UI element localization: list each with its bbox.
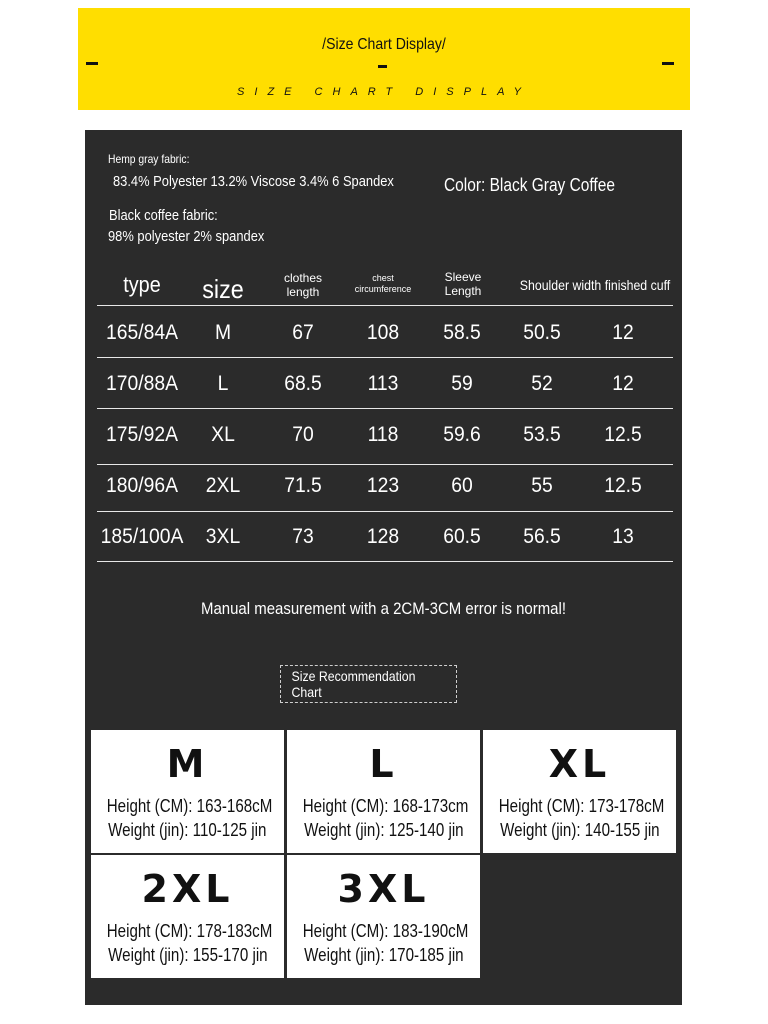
header-clothes-length-line1: clothes	[283, 271, 323, 285]
card-height-text: Height (CM): 178-183cM	[106, 921, 273, 941]
cell-chest: 123	[366, 474, 400, 497]
table-row-divider	[97, 357, 673, 358]
header-sleeve-length	[423, 270, 503, 299]
card-weight	[287, 945, 480, 966]
cell-sleeve-length: 60.5	[443, 525, 481, 548]
cell-type: 180/96A	[106, 474, 178, 497]
cell-cuff: 12.5	[604, 423, 642, 446]
cell-shoulder-width: 50.5	[523, 321, 561, 344]
banner-dash-right	[662, 62, 674, 65]
table-row-divider	[97, 511, 673, 512]
cell-cuff: 12	[612, 321, 634, 344]
size-recommendation-button[interactable]	[280, 665, 457, 703]
card-weight-text: Weight (jin): 155-170 jin	[107, 945, 268, 965]
cell-size: XL	[211, 423, 235, 446]
cell-type: 165/84A	[106, 321, 178, 344]
size-card	[91, 855, 284, 978]
header-shoulder-cuff: Shoulder width finished cuff	[519, 277, 671, 293]
cell-chest: 108	[366, 321, 400, 344]
banner-subtitle: SIZE CHART DISPLAY	[237, 86, 531, 98]
black-coffee-fabric-value: 98% polyester 2% spandex	[108, 228, 265, 245]
cell-sleeve-length: 58.5	[443, 321, 481, 344]
header-clothes-length-line2: length	[286, 285, 320, 300]
cell-cuff: 12.5	[604, 474, 642, 497]
banner-dash-left	[86, 62, 98, 65]
table-row-divider	[97, 408, 673, 409]
size-chart-panel	[85, 130, 682, 1005]
cell-chest: 128	[366, 525, 400, 548]
card-weight-text: Weight (jin): 125-140 jin	[303, 820, 464, 840]
cell-clothes-length: 70	[292, 423, 314, 446]
cell-clothes-length: 73	[292, 525, 314, 548]
cell-shoulder-width: 55	[531, 474, 553, 497]
banner-title: /Size Chart Display/	[322, 36, 446, 53]
table-row-divider	[97, 464, 673, 465]
card-height	[483, 796, 676, 817]
card-weight-text: Weight (jin): 170-185 jin	[303, 945, 464, 965]
header-sleeve-line1: Sleeve	[444, 270, 482, 284]
size-card	[287, 855, 480, 978]
cell-sleeve-length: 59	[451, 372, 473, 395]
cell-cuff: 13	[612, 525, 634, 548]
cell-type: 175/92A	[106, 423, 178, 446]
card-size-label: 2XL	[141, 867, 234, 911]
card-weight-text: Weight (jin): 140-155 jin	[499, 820, 660, 840]
cell-shoulder-width: 52	[531, 372, 553, 395]
size-chart-banner	[78, 8, 690, 110]
card-weight-text: Weight (jin): 110-125 jin	[108, 820, 267, 840]
cell-shoulder-width: 53.5	[523, 423, 561, 446]
cell-type: 170/88A	[106, 372, 178, 395]
cell-sleeve-length: 60	[451, 474, 473, 497]
hemp-fabric-label: Hemp gray fabric:	[108, 152, 190, 166]
table-row-divider	[97, 561, 673, 562]
measurement-note: Manual measurement with a 2CM-3CM error is normal!	[201, 599, 566, 618]
card-height	[287, 921, 480, 942]
header-clothes-length	[263, 271, 343, 300]
card-height-text: Height (CM): 183-190cM	[302, 921, 469, 941]
cell-type: 185/100A	[100, 525, 184, 548]
cell-cuff: 12	[612, 372, 634, 395]
cell-chest: 113	[367, 372, 399, 395]
header-size: size	[202, 274, 244, 304]
cell-clothes-length: 68.5	[284, 372, 322, 395]
size-card	[287, 730, 480, 853]
header-chest-line1: chest	[372, 273, 394, 283]
cell-size: L	[217, 372, 229, 395]
cell-shoulder-width: 56.5	[523, 525, 561, 548]
card-size-label: L	[369, 742, 398, 786]
hemp-fabric-value: 83.4% Polyester 13.2% Viscose 3.4% 6 Spandex	[113, 173, 394, 190]
cell-size: 2XL	[205, 474, 241, 497]
card-height-text: Height (CM): 168-173cm	[302, 796, 469, 816]
card-height	[287, 796, 480, 817]
black-coffee-fabric-label: Black coffee fabric:	[109, 207, 218, 224]
banner-dash-center	[378, 65, 387, 68]
cell-size: M	[214, 321, 232, 344]
cell-size: 3XL	[205, 525, 241, 548]
card-height-text: Height (CM): 173-178cM	[498, 796, 665, 816]
header-chest-line2: circumference	[354, 283, 412, 294]
card-size-label: M	[166, 742, 209, 786]
card-weight	[91, 820, 284, 841]
table-header-divider	[97, 305, 673, 306]
size-card	[91, 730, 284, 853]
card-weight	[91, 945, 284, 966]
size-card	[483, 730, 676, 853]
header-chest-circumference	[343, 273, 423, 295]
header-type: type	[123, 272, 161, 297]
color-options: Color: Black Gray Coffee	[444, 175, 615, 195]
cell-clothes-length: 67	[292, 321, 314, 344]
size-recommendation-label: Size Recommendation Chart	[291, 668, 416, 700]
header-sleeve-line2: Length	[444, 284, 482, 299]
cell-sleeve-length: 59.6	[443, 423, 481, 446]
card-weight	[483, 820, 676, 841]
cell-chest: 118	[367, 423, 399, 446]
cell-clothes-length: 71.5	[284, 474, 322, 497]
card-size-label: XL	[548, 742, 611, 786]
card-height	[91, 796, 284, 817]
card-size-label: 3XL	[337, 867, 430, 911]
card-height	[91, 921, 284, 942]
card-weight	[287, 820, 480, 841]
card-height-text: Height (CM): 163-168cM	[106, 796, 273, 816]
